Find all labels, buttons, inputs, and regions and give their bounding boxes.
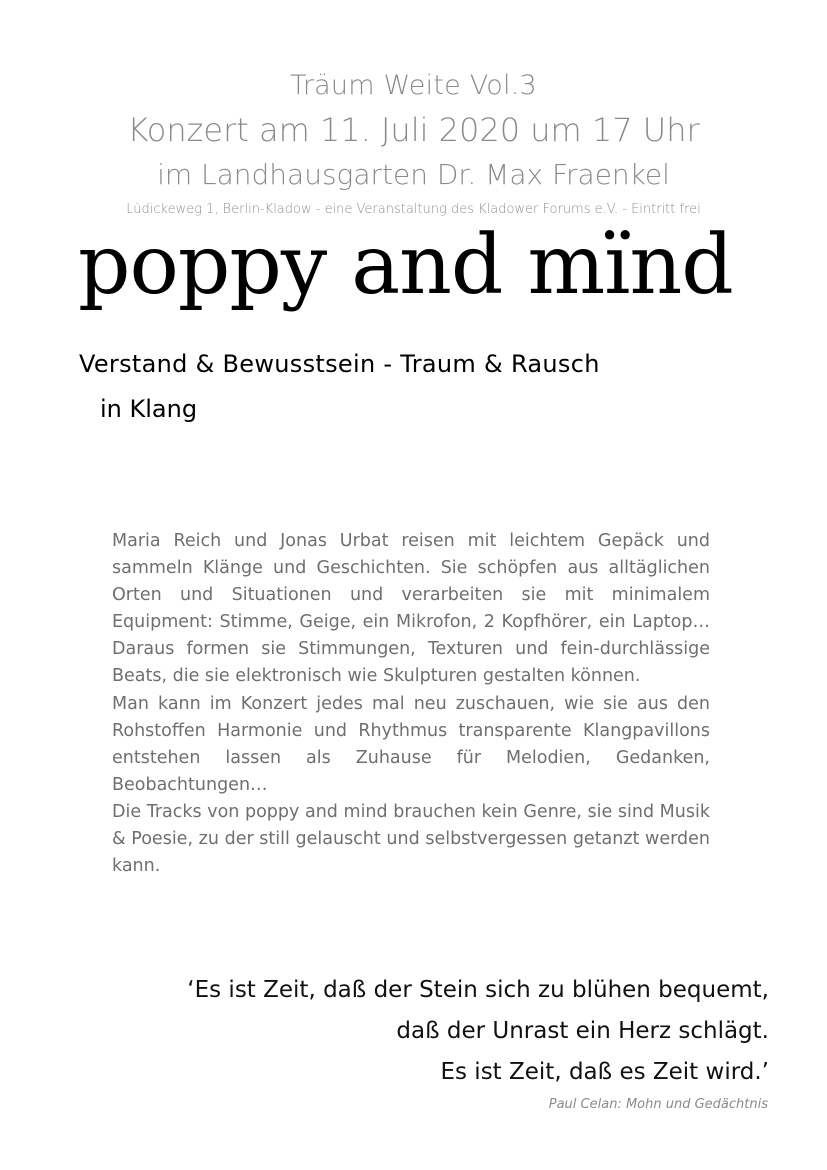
quote-line: Es ist Zeit, daß es Zeit wird.’ (440, 1059, 769, 1085)
band-name-title: poppy and mïnd (78, 218, 733, 313)
band-subtitle-line-2: in Klang (100, 395, 198, 423)
band-subtitle-line-1: Verstand & Bewusstsein - Traum & Rausch (79, 350, 600, 378)
description-paragraph: Maria Reich und Jonas Urbat reisen mit leichtem Gepäck und sammeln Klänge und Geschichten. Sie schöpfen aus alltäglichen Orten und Situationen und verarbeiten sie mit minimalem Equipment: Stimme, Geige, ein Mikrofon, 2 Kopfhörer, ein Laptop… Daraus formen sie Stimmungen, Texturen und fein-durchlässige Beats, die sie elektronisch wie Skulpturen gestalten können. (112, 531, 710, 687)
description-paragraph: Die Tracks von poppy and mind brauchen kein Genre, sie sind Musik & Poesie, zu der still gelauscht und selbstvergessen getanzt werden kann. (112, 801, 710, 877)
quote-line: daß der Unrast ein Herz schlägt. (396, 1018, 769, 1044)
venue-line: im Landhausgarten Dr. Max Fraenkel (157, 158, 670, 191)
description-paragraph: Man kann im Konzert jedes mal neu zuschauen, wie sie aus den Rohstoffen Harmonie und Rhythmus transparente Klangpavillons entstehen lassen als Zuhause für Melodien, Gedanken, Beobachtungen… (112, 693, 710, 795)
quote-line: ‘Es ist Zeit, daß der Stein sich zu blühen bequemt, (187, 977, 769, 1003)
address-line: Lüdickeweg 1, Berlin-Kladow - eine Veranstaltung des Kladower Forums e.V. - Eintritt frei (126, 202, 701, 217)
description-text (112, 528, 710, 880)
concert-date: Konzert am 11. Juli 2020 um 17 Uhr (127, 111, 700, 149)
poem-quote (187, 970, 769, 1093)
quote-citation: Paul Celan: Mohn und Gedächtnis (548, 1097, 768, 1112)
series-title: Träum Weite Vol.3 (290, 70, 537, 101)
